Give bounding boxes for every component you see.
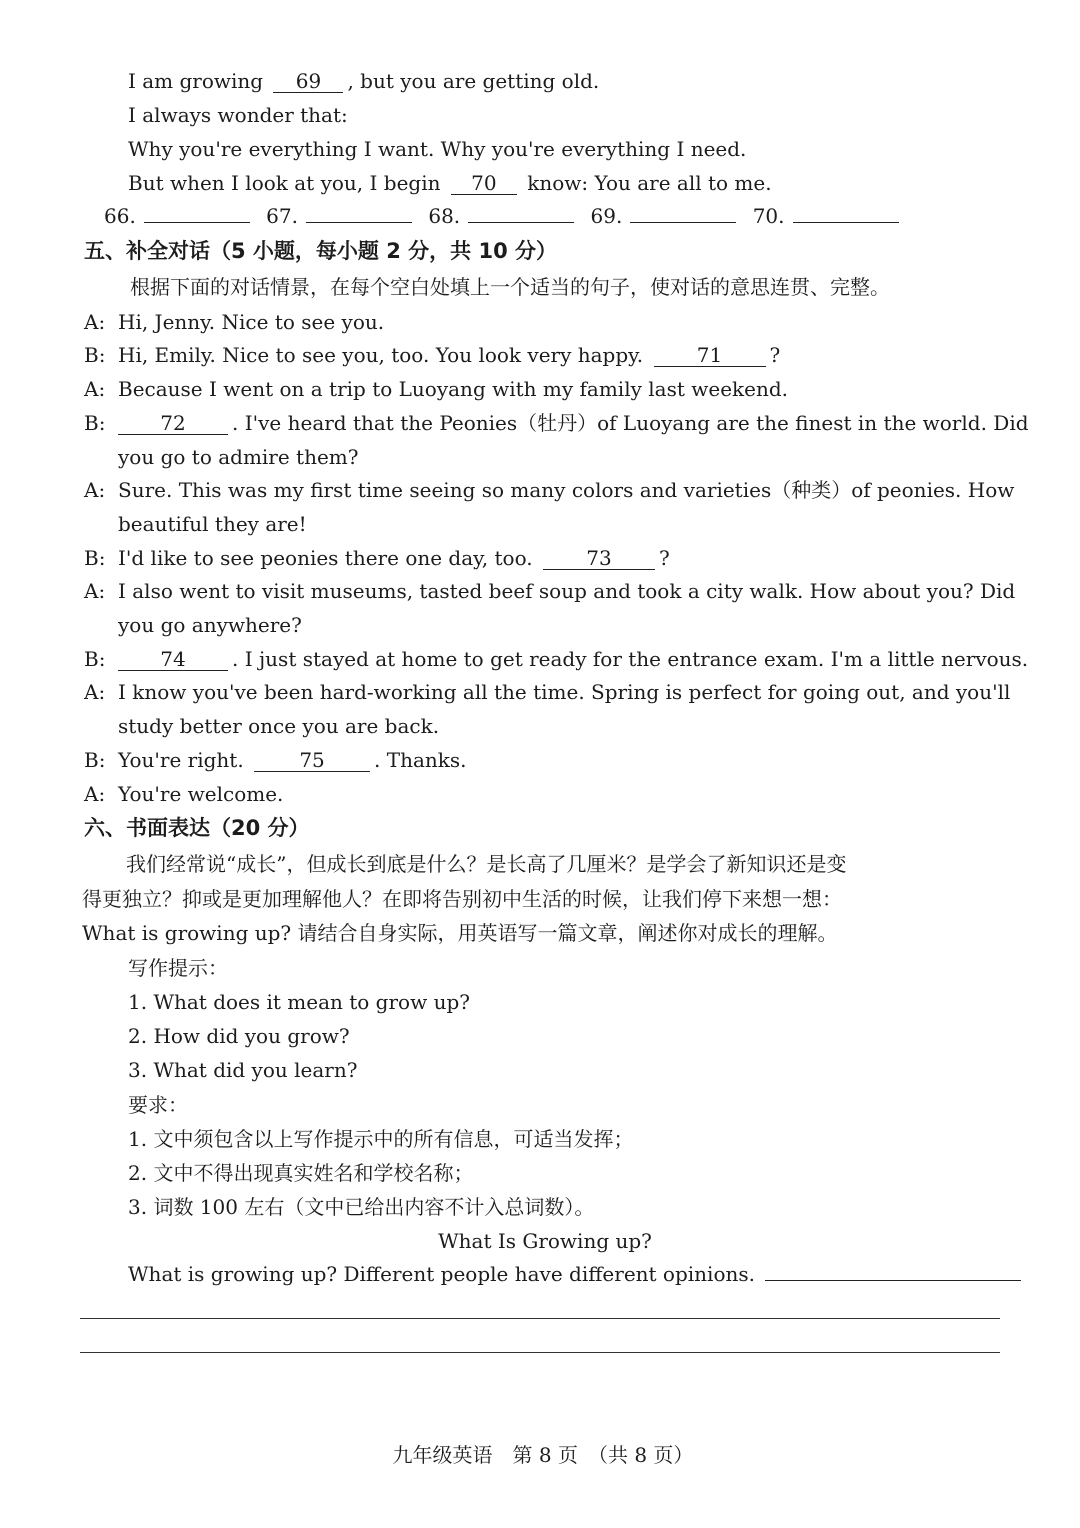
essay-start-text: What is growing up? Different people have different opinions.	[128, 1262, 755, 1286]
dialogue-text: Sure. This was my first time seeing so many colors and varieties（种类）of peonies. How	[118, 478, 1015, 502]
speaker-label: A:	[84, 680, 106, 704]
speaker-label: B:	[84, 748, 106, 772]
dialogue-text: I also went to visit museums, tasted beef soup and took a city walk. How about you? Did	[118, 579, 1016, 603]
prompt-paragraph: 我们经常说“成长”，但成长到底是什么？是长高了几厘米？是学会了新知识还是变	[126, 852, 847, 876]
dialogue-line	[0, 781, 1080, 807]
dialogue-text: I'd like to see peonies there one day, too.	[118, 546, 533, 570]
dialogue-line	[0, 646, 1080, 672]
answer-label: 68.	[428, 204, 461, 228]
blank-75[interactable]: 75	[254, 749, 370, 772]
speaker-label: B:	[84, 647, 106, 671]
essay-start-line	[0, 1261, 1080, 1287]
poem-text: I am growing	[128, 69, 264, 93]
dialogue-text: You're welcome.	[118, 782, 284, 806]
dialogue-text: You're right.	[118, 748, 244, 772]
dialogue-text: ?	[659, 546, 670, 570]
blank-70[interactable]: 70	[451, 172, 517, 195]
dialogue-text: Hi, Jenny. Nice to see you.	[118, 310, 385, 334]
dialogue-line	[0, 545, 1080, 571]
dialogue-line-cont: beautiful they are!	[118, 512, 307, 536]
dialogue-line-cont: you go anywhere?	[118, 613, 302, 637]
blank-71[interactable]: 71	[654, 344, 766, 367]
tip-item: 3. What did you learn?	[128, 1058, 358, 1082]
speaker-label: A:	[84, 310, 106, 334]
speaker-label: A:	[84, 478, 106, 502]
answer-blank-68[interactable]	[468, 222, 574, 223]
blank-69[interactable]: 69	[273, 70, 343, 93]
section-5-instruction: 根据下面的对话情景，在每个空白处填上一个适当的句子，使对话的意思连贯、完整。	[130, 275, 890, 299]
dialogue-text: ?	[769, 343, 781, 367]
prompt-paragraph: What is growing up? 请结合自身实际，用英语写一篇文章，阐述你对成长的理解。	[82, 921, 838, 945]
dialogue-text: Hi, Emily. Nice to see you, too. You look very happy.	[118, 343, 644, 367]
dialogue-text: Because I went on a trip to Luoyang with my family last weekend.	[118, 377, 789, 401]
essay-writing-line[interactable]	[80, 1352, 1000, 1353]
dialogue-line	[0, 376, 1080, 402]
dialogue-text: . Thanks.	[374, 748, 467, 772]
answer-blank-66[interactable]	[144, 222, 250, 223]
requirement-item: 3. 词数 100 左右（文中已给出内容不计入总词数）。	[128, 1195, 595, 1219]
dialogue-line	[0, 342, 1080, 368]
dialogue-line-cont: study better once you are back.	[118, 714, 440, 738]
answer-slots	[0, 203, 1080, 229]
tips-label: 写作提示：	[128, 956, 228, 980]
essay-title: What Is Growing up?	[438, 1229, 652, 1253]
dialogue-line	[0, 578, 1080, 604]
answer-blank-67[interactable]	[306, 222, 412, 223]
dialogue-text: . I've heard that the Peonies（牡丹）of Luoyang are the finest in the world. Did	[232, 411, 1029, 435]
poem-text: know: You are all to me.	[527, 171, 772, 195]
answer-label: 70.	[752, 204, 785, 228]
dialogue-line-cont: you go to admire them?	[118, 445, 359, 469]
requirement-item: 1. 文中须包含以上写作提示中的所有信息，可适当发挥；	[128, 1127, 634, 1151]
speaker-label: B:	[84, 546, 106, 570]
answer-label: 66.	[104, 204, 136, 228]
requirements-label: 要求：	[128, 1093, 188, 1117]
answer-label: 67.	[266, 204, 298, 228]
speaker-label: B:	[84, 343, 106, 367]
speaker-label: A:	[84, 377, 106, 401]
dialogue-line	[0, 309, 1080, 335]
poem-line-3: Why you're everything I want. Why you're everything I need.	[128, 137, 747, 161]
poem-text: But when I look at you, I begin	[128, 171, 441, 195]
essay-writing-blank[interactable]	[765, 1280, 1021, 1281]
dialogue-text: . I just stayed at home to get ready for the entrance exam. I'm a little nervous.	[232, 647, 1029, 671]
answer-blank-70[interactable]	[793, 222, 899, 223]
blank-74[interactable]: 74	[118, 648, 228, 671]
poem-line-2: I always wonder that:	[128, 103, 348, 127]
speaker-label: A:	[84, 579, 106, 603]
dialogue-line	[0, 477, 1080, 503]
tip-item: 2. How did you grow?	[128, 1024, 350, 1048]
dialogue-line	[0, 747, 1080, 773]
section-6-title: 六、书面表达（20 分）	[84, 816, 310, 840]
requirement-item: 2. 文中不得出现真实姓名和学校名称；	[128, 1161, 474, 1185]
page-footer: 九年级英语 第 8 页 （共 8 页）	[392, 1443, 694, 1467]
speaker-label: B:	[84, 411, 106, 435]
prompt-paragraph: 得更独立？抑或是更加理解他人？在即将告别初中生活的时候，让我们停下来想一想：	[82, 887, 842, 911]
speaker-label: A:	[84, 782, 106, 806]
essay-writing-line[interactable]	[80, 1318, 1000, 1319]
poem-line-1	[0, 68, 1080, 94]
poem-text: , but you are getting old.	[347, 69, 600, 93]
answer-blank-69[interactable]	[630, 222, 736, 223]
dialogue-line	[0, 679, 1080, 705]
blank-73[interactable]: 73	[543, 547, 655, 570]
answer-label: 69.	[590, 204, 623, 228]
tip-item: 1. What does it mean to grow up?	[128, 990, 470, 1014]
poem-line-4	[0, 170, 1080, 196]
dialogue-line	[0, 410, 1080, 436]
dialogue-text: I know you've been hard-working all the time. Spring is perfect for going out, and you'll	[118, 680, 1011, 704]
section-5-title: 五、补全对话（5 小题，每小题 2 分，共 10 分）	[84, 239, 558, 263]
blank-72[interactable]: 72	[118, 412, 228, 435]
